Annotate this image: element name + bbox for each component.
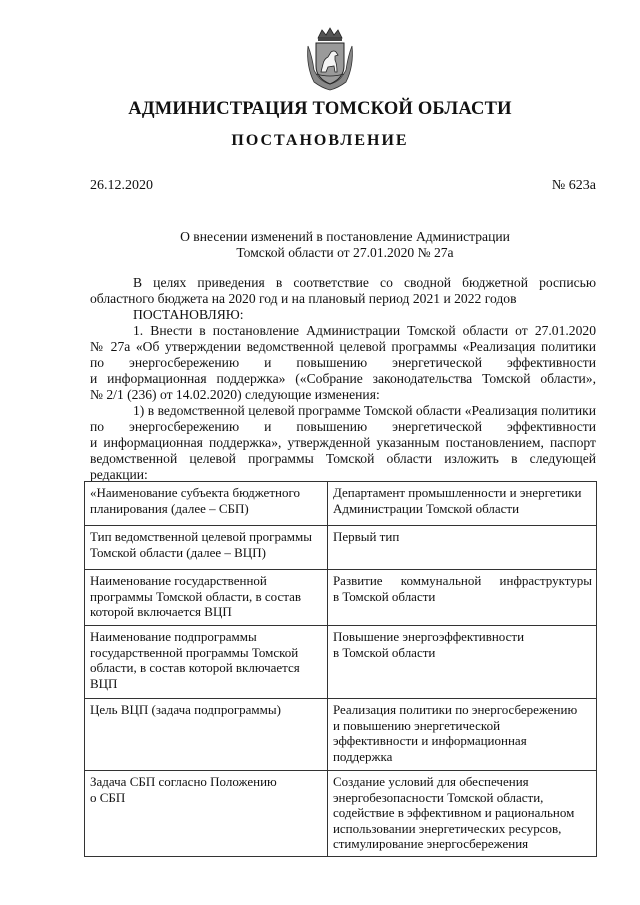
subject-line: Томской области от 27.01.2020 № 27а: [236, 245, 454, 260]
table-cell-label: [85, 699, 328, 771]
organization-title: АДМИНИСТРАЦИЯ ТОМСКОЙ ОБЛАСТИ: [128, 99, 512, 119]
table-cell-label: [85, 482, 328, 526]
cell-line: планирования (далее – СБП): [90, 500, 249, 516]
cell-line: области, в состав которой включается: [90, 660, 300, 675]
cell-line: Реализация политики по энергосбережению: [332, 702, 578, 717]
cell-line: Тип ведомственной целевой программы: [90, 529, 312, 544]
cell-line: Администрации Томской области: [332, 500, 520, 516]
preamble-paragraph: [90, 275, 596, 323]
cell-line: Наименование подпрограммы: [90, 629, 257, 644]
text-line: областного бюджета на 2020 год и на плановый период 2021 и 2022 годов: [90, 291, 517, 306]
table-cell-value: [327, 699, 596, 771]
table-cell-value: [327, 482, 596, 526]
table-row: [85, 626, 597, 699]
cell-line: и повышению энергетической: [332, 717, 501, 733]
cell-line: Создание условий для обеспечения: [332, 774, 529, 789]
document-number: № 623а: [551, 178, 596, 193]
table-row: [85, 570, 597, 626]
cell-line: государственной программы Томской: [90, 644, 299, 660]
cell-line: Задача СБП согласно Положению: [90, 774, 277, 789]
cell-line: которой включается ВЦП: [90, 604, 232, 619]
subject-line: О внесении изменений в постановление Администрации: [180, 229, 510, 244]
text-line: 1. Внести в постановление Администрации Томской области от 27.01.2020: [133, 323, 596, 338]
cell-line: Повышение энергоэффективности: [332, 629, 525, 644]
text-line: 1) в ведомственной целевой программе Томской области «Реализация политики: [133, 403, 596, 418]
document-date: 26.12.2020: [90, 178, 153, 193]
cell-line: в Томской области: [332, 644, 436, 660]
table-cell-value: [327, 526, 596, 570]
cell-line: использовании энергетических ресурсов,: [332, 820, 562, 836]
table-cell-label: [85, 526, 328, 570]
table-row: [85, 482, 597, 526]
text-line: по энергосбережению и повышению энергетической эффективности: [90, 355, 596, 370]
text-line: № 2/1 (236) от 14.02.2020) следующие изменения:: [90, 387, 380, 402]
cell-line: «Наименование субъекта бюджетного: [90, 485, 300, 500]
table-row: [85, 771, 597, 857]
cell-line: Первый тип: [332, 529, 400, 544]
text-line: редакции:: [90, 467, 148, 482]
item-1-paragraph: [90, 323, 596, 403]
text-line: и информационная поддержка», утвержденной указанным постановлением, паспорт: [90, 435, 596, 450]
text-line: В целях приведения в соответствие со сводной бюджетной росписью: [133, 275, 596, 290]
table-cell-label: [85, 570, 328, 626]
table-row: [85, 699, 597, 771]
cell-line: ВЦП: [90, 675, 118, 691]
cell-line: содействие в эффективном и рациональном: [332, 805, 575, 820]
cell-line: эффективности и информационная: [332, 733, 527, 748]
table-cell-value: [327, 771, 596, 857]
program-passport-table: [84, 481, 597, 857]
table-cell-value: [327, 626, 596, 699]
cell-line: в Томской области: [332, 588, 436, 604]
cell-line: Томской области (далее – ВЦП): [90, 544, 266, 560]
table-cell-label: [85, 771, 328, 857]
subitem-1-paragraph: [90, 403, 596, 483]
cell-line: Развитие коммунальной инфраструктуры: [332, 573, 592, 588]
tomsk-coat-of-arms-icon: [304, 26, 356, 92]
text-line: по энергосбережению и повышению энергетической эффективности: [90, 419, 596, 434]
text-line: ведомственной целевой программы Томской области изложить в следующей: [90, 451, 596, 466]
cell-line: программы Томской области, в состав: [90, 588, 302, 604]
text-line: и информационная поддержка» («Собрание законодательства Томской области»,: [90, 371, 596, 386]
table-row: [85, 526, 597, 570]
cell-line: поддержка: [332, 748, 393, 764]
cell-line: о СБП: [90, 789, 126, 805]
text-line: № 27а «Об утверждении ведомственной целевой программы «Реализация политики: [90, 339, 596, 354]
cell-line: Департамент промышленности и энергетики: [332, 485, 582, 500]
document-type: ПОСТАНОВЛЕНИЕ: [231, 132, 409, 149]
cell-line: Цель ВЦП (задача подпрограммы): [90, 702, 281, 717]
cell-line: стимулирование энергосбережения: [332, 836, 529, 851]
table-cell-label: [85, 626, 328, 699]
cell-line: энергобезопасности Томской области,: [332, 789, 544, 805]
document-subject: [150, 229, 540, 261]
cell-line: Наименование государственной: [90, 573, 267, 588]
table-cell-value: [327, 570, 596, 626]
decree-word: ПОСТАНОВЛЯЮ:: [133, 307, 244, 322]
